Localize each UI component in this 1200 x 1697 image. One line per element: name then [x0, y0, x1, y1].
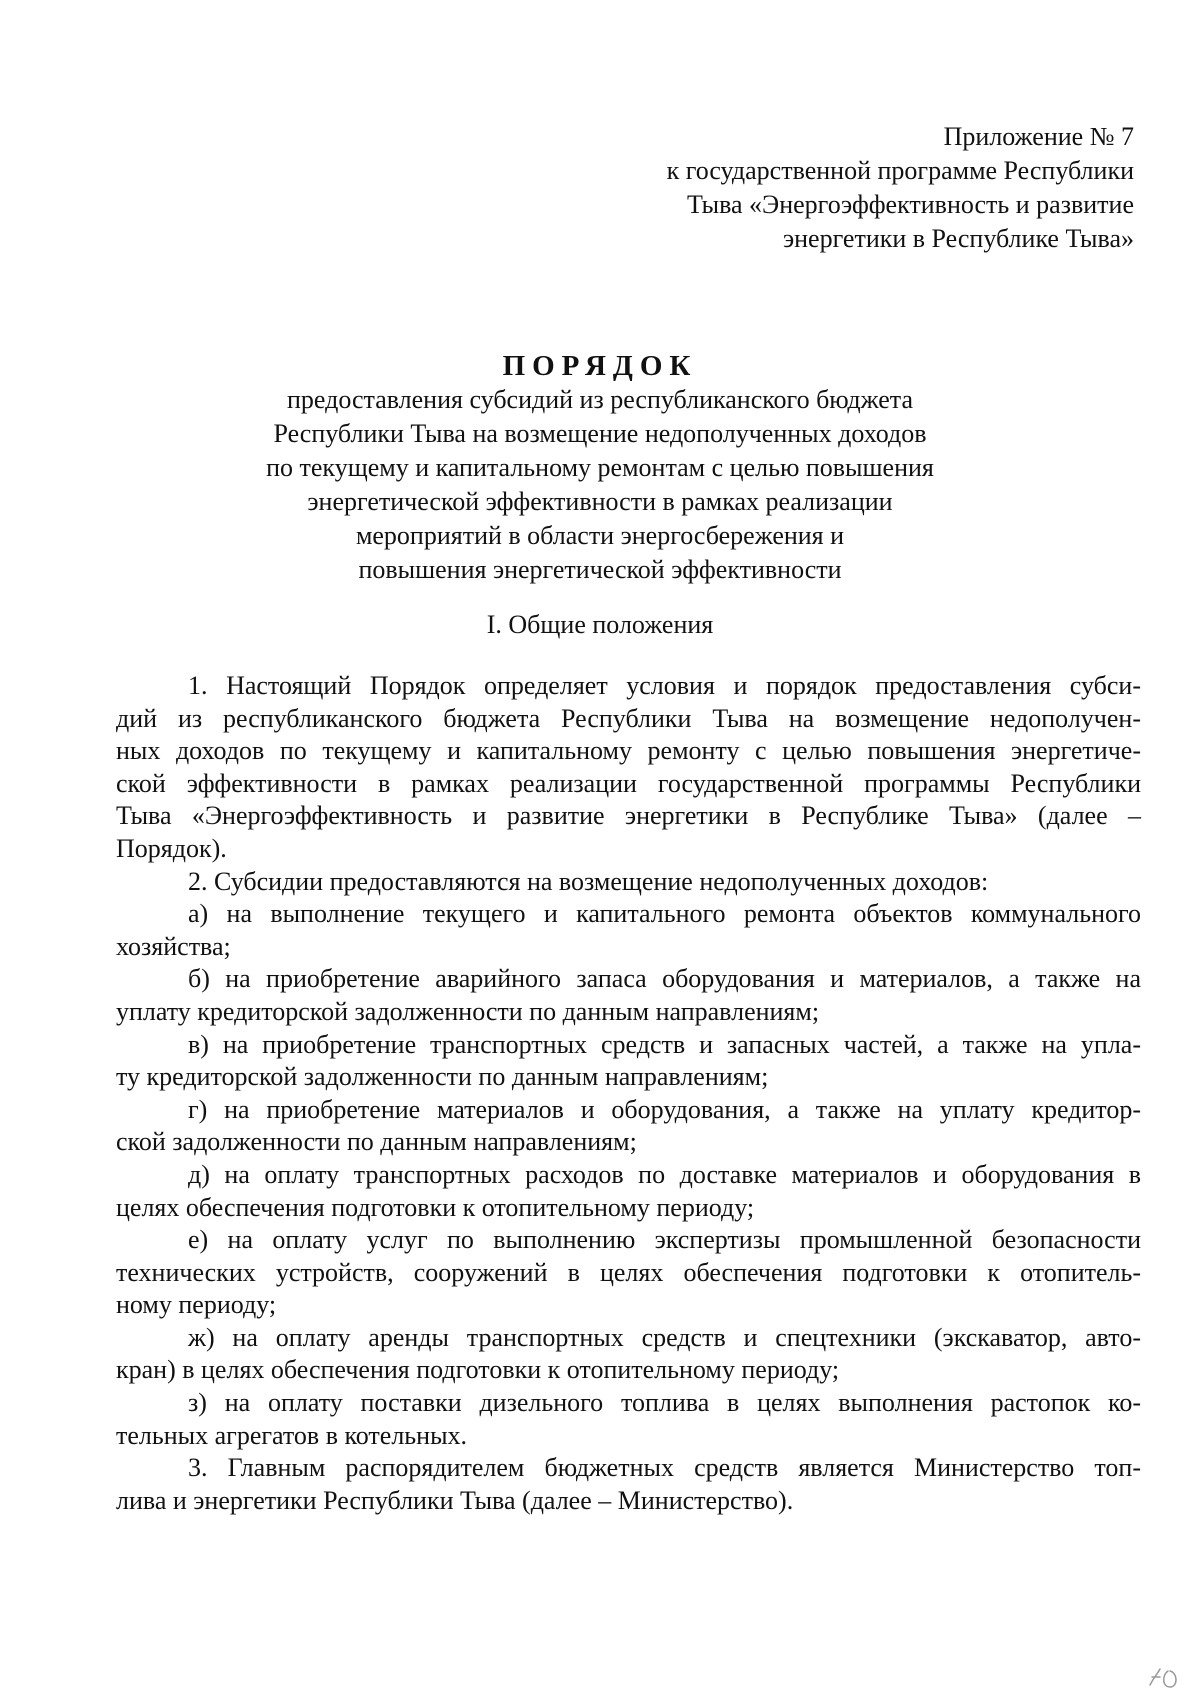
body-line: з) на оплату поставки дизельного топлива в целях выполнения растопок ко-: [188, 1388, 1141, 1418]
document-body: [116, 670, 1141, 1517]
body-line: хозяйства;: [116, 931, 231, 961]
appendix-line: Приложение № 7: [943, 122, 1134, 151]
body-line: кран) в целях обеспечения подготовки к отопительному периоду;: [116, 1355, 840, 1385]
body-line: целях обеспечения подготовки к отопительному периоду;: [116, 1192, 755, 1222]
body-line: г) на приобретение материалов и оборудования, а также на уплату кредитор-: [188, 1094, 1141, 1124]
body-line: 2. Субсидии предоставляются на возмещение недополученных доходов:: [188, 866, 989, 896]
subtitle-line: по текущему и капитальному ремонтам с целью повышения: [266, 453, 934, 482]
body-line: уплату кредиторской задолженности по данным направлениям;: [116, 996, 820, 1026]
appendix-line: к государственной программе Республики: [666, 156, 1134, 185]
document-title: ПОРЯДОК: [502, 350, 698, 382]
subtitle-line: мероприятий в области энергосбережения и: [355, 521, 845, 550]
handwritten-page-mark: [1144, 1663, 1184, 1693]
body-line: е) на оплату услуг по выполнению экспертизы промышленной безопасности: [188, 1225, 1141, 1255]
body-line: ж) на оплату аренды транспортных средств и спецтехники (экскаватор, авто-: [188, 1322, 1141, 1352]
body-line: 3. Главным распорядителем бюджетных средств является Министерство топ-: [188, 1453, 1141, 1483]
body-line: а) на выполнение текущего и капитального ремонта объектов коммунального: [188, 899, 1141, 929]
body-line: в) на приобретение транспортных средств и запасных частей, а также на упла-: [188, 1029, 1141, 1059]
body-line: 1. Настоящий Порядок определяет условия и порядок предоставления субси-: [188, 671, 1141, 700]
subtitle-line: энергетической эффективности в рамках реализации: [307, 487, 893, 516]
body-line: ской задолженности по данным направлениям;: [116, 1127, 637, 1157]
body-line: дий из республиканского бюджета Республики Тыва на возмещение недополучен-: [116, 703, 1141, 733]
body-line: лива и энергетики Республики Тыва (далее – Министерство).: [116, 1485, 794, 1515]
body-line: технических устройств, сооружений в целях обеспечения подготовки к отопитель-: [116, 1257, 1141, 1287]
appendix-line: энергетики в Республике Тыва»: [782, 224, 1134, 253]
subtitle-line: Республики Тыва на возмещение недополученных доходов: [273, 419, 927, 448]
body-line: Порядок).: [116, 833, 227, 863]
appendix-line: Тыва «Энергоэффективность и развитие: [687, 190, 1134, 219]
body-line: тельных агрегатов в котельных.: [116, 1420, 468, 1450]
subtitle-line: повышения энергетической эффективности: [358, 555, 842, 584]
body-line: д) на оплату транспортных расходов по доставке материалов и оборудования в: [188, 1159, 1141, 1189]
document-subtitle: [150, 383, 1050, 587]
section-heading: I. Общие положения: [486, 610, 714, 639]
body-line: ской эффективности в рамках реализации государственной программы Республики: [116, 768, 1141, 798]
body-line: б) на приобретение аварийного запаса оборудования и материалов, а также на: [188, 964, 1141, 994]
body-line: ту кредиторской задолженности по данным направлениям;: [116, 1062, 769, 1092]
appendix-block: [574, 120, 1134, 256]
subtitle-line: предоставления субсидий из республиканского бюджета: [286, 385, 914, 414]
body-line: Тыва «Энергоэффективность и развитие энергетики в Республике Тыва» (далее –: [116, 801, 1141, 831]
body-line: ных доходов по текущему и капитальному ремонту с целью повышения энергетиче-: [116, 736, 1141, 766]
body-line: ному периоду;: [116, 1290, 277, 1320]
